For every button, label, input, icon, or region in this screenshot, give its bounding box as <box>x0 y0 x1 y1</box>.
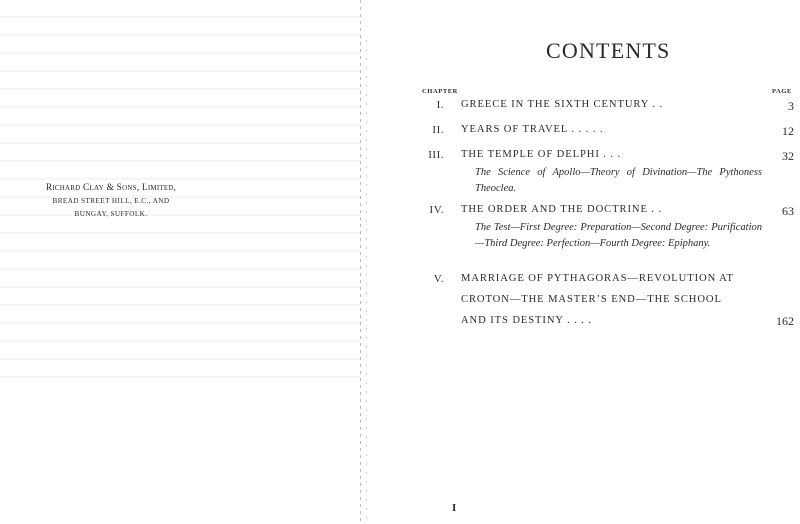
chapter-title: THE ORDER AND THE DOCTRINE . . <box>461 204 663 215</box>
chapter-number: III. <box>428 149 444 161</box>
chapter-summary: The Science of Apollo—Theory of Divination—The Pythoness Theoclea. <box>475 167 762 194</box>
page-number: 3 <box>788 99 794 113</box>
chapter-number: I. <box>436 99 444 111</box>
page-number: 12 <box>782 124 794 138</box>
chapter-title-line: MARRIAGE OF PYTHAGORAS—REVOLUTION AT <box>461 273 734 284</box>
chapter-title: YEARS OF TRAVEL . . . . . <box>461 124 604 135</box>
contents-title: CONTENTS <box>546 38 671 63</box>
imprint-line-2: BREAD STREET HILL, E.C., AND <box>52 197 170 205</box>
chapter-number: IV. <box>429 204 444 216</box>
chapter-column-label: CHAPTER <box>422 88 458 95</box>
page-number: 63 <box>782 204 794 218</box>
page-number: 32 <box>782 149 794 163</box>
chapter-summary: The Test—First Degree: Preparation—Second Degree: Purification—Third Degree: Perfection—Fourth Degree: Epiphany. <box>475 222 762 249</box>
left-page <box>0 0 360 524</box>
gutter-binding-line <box>360 0 361 524</box>
imprint-line-3: BUNGAY, SUFFOLK. <box>74 210 148 218</box>
page-number: 162 <box>776 314 794 328</box>
book-gutter <box>352 0 372 524</box>
chapter-title: THE TEMPLE OF DELPHI . . . <box>461 149 622 160</box>
gutter-shadow-line <box>366 40 367 520</box>
page-column-label: PAGE <box>772 88 792 95</box>
folio: I <box>452 502 457 514</box>
chapter-number: II. <box>432 124 444 136</box>
imprint-line-1: Richard Clay & Sons, Limited, <box>45 183 177 193</box>
chapter-title-line: CROTON—THE MASTER’S END—THE SCHOOL <box>461 294 722 305</box>
chapter-title: GREECE IN THE SIXTH CENTURY . . <box>461 99 664 110</box>
chapter-number: V. <box>433 273 444 285</box>
printer-imprint <box>30 182 192 221</box>
chapter-title-line: AND ITS DESTINY . . . . <box>461 315 592 326</box>
contents-page <box>372 0 800 524</box>
